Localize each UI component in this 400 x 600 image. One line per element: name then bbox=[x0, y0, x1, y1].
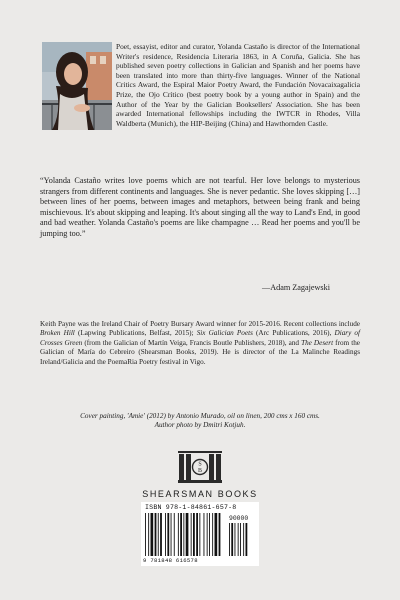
price-code: 90000 bbox=[229, 515, 249, 522]
svg-text:S: S bbox=[198, 461, 202, 468]
barcode-digits: 9 781848 616578 bbox=[143, 557, 198, 564]
barcode-bars bbox=[145, 513, 255, 557]
image-credits bbox=[40, 412, 360, 431]
quote-attribution: —Adam Zagajewski bbox=[262, 283, 330, 292]
publisher-name: SHEARSMAN BOOKS bbox=[142, 489, 258, 499]
isbn-number: ISBN 978-1-84861-657-8 bbox=[145, 504, 237, 511]
publisher-logo bbox=[178, 446, 222, 484]
endorsement-quote: “Yolanda Castaño writes love poems which are not tearful. Her love belongs to mysterious strangers from different continents and languages. She is never pedantic. She loves skipping […] between lines of her poems, between images and metaphors, between being frank and being mischievous. It's about skipping and leaping. It's about singing all the way to Land's End, in good and bad weather. Yolanda Castaño's poems are like champagne … Read her poems and you'll be jumping too.” bbox=[40, 176, 360, 238]
isbn-barcode bbox=[141, 502, 259, 566]
cover-painting-credit: Cover painting, 'Amie' (2012) by Antonio Murado, oil on linen, 200 cms x 160 cms. bbox=[80, 412, 320, 420]
svg-text:B: B bbox=[197, 468, 203, 474]
translator-bio: Keith Payne was the Ireland Chair of Poetry Bursary Award winner for 2015-2016. Recent collections include Broken Hill (Lapwing Publications, Belfast, 2015); Six Galician Poets (Arc Publications, 2016), Diary of Crosses Green (from the Galician of Martín Veiga, Francis Boutle Publishers, 2018), and The Desert from the Galician of María do Cebreiro (Shearsman Books, 2019). He is director of the La Malinche Readings Ireland/Galicia and the PoemaRia Poetry festival in Vigo. bbox=[40, 320, 361, 366]
author-photo-credit: Author photo by Dmitri Kotjuh. bbox=[154, 421, 246, 430]
author-bio bbox=[40, 42, 360, 132]
author-bio-text: Poet, essayist, editor and curator, Yolanda Castaño is director of the International Writer's residence, Residencia Literaria 1863, in A Coruña, Galicia. She has published seven poetry collections in Galician and Spanish and her poems have been translated into more than thirty-five languages. Winner of the National Critics Award, the Espiral Maior Poetry Award, the Fundación Novacaixagalicia Prize, the Ojo Crítico (best poetry book by a young author in Spain) and the Author of the Year by the Galician Booksellers' Association. She has been awarded International fellowships including the IWTCR in Rhodes, Villa Waldberta (Munich), the HIP-Beijing (China) and Hawthornden Castle. bbox=[116, 42, 360, 128]
